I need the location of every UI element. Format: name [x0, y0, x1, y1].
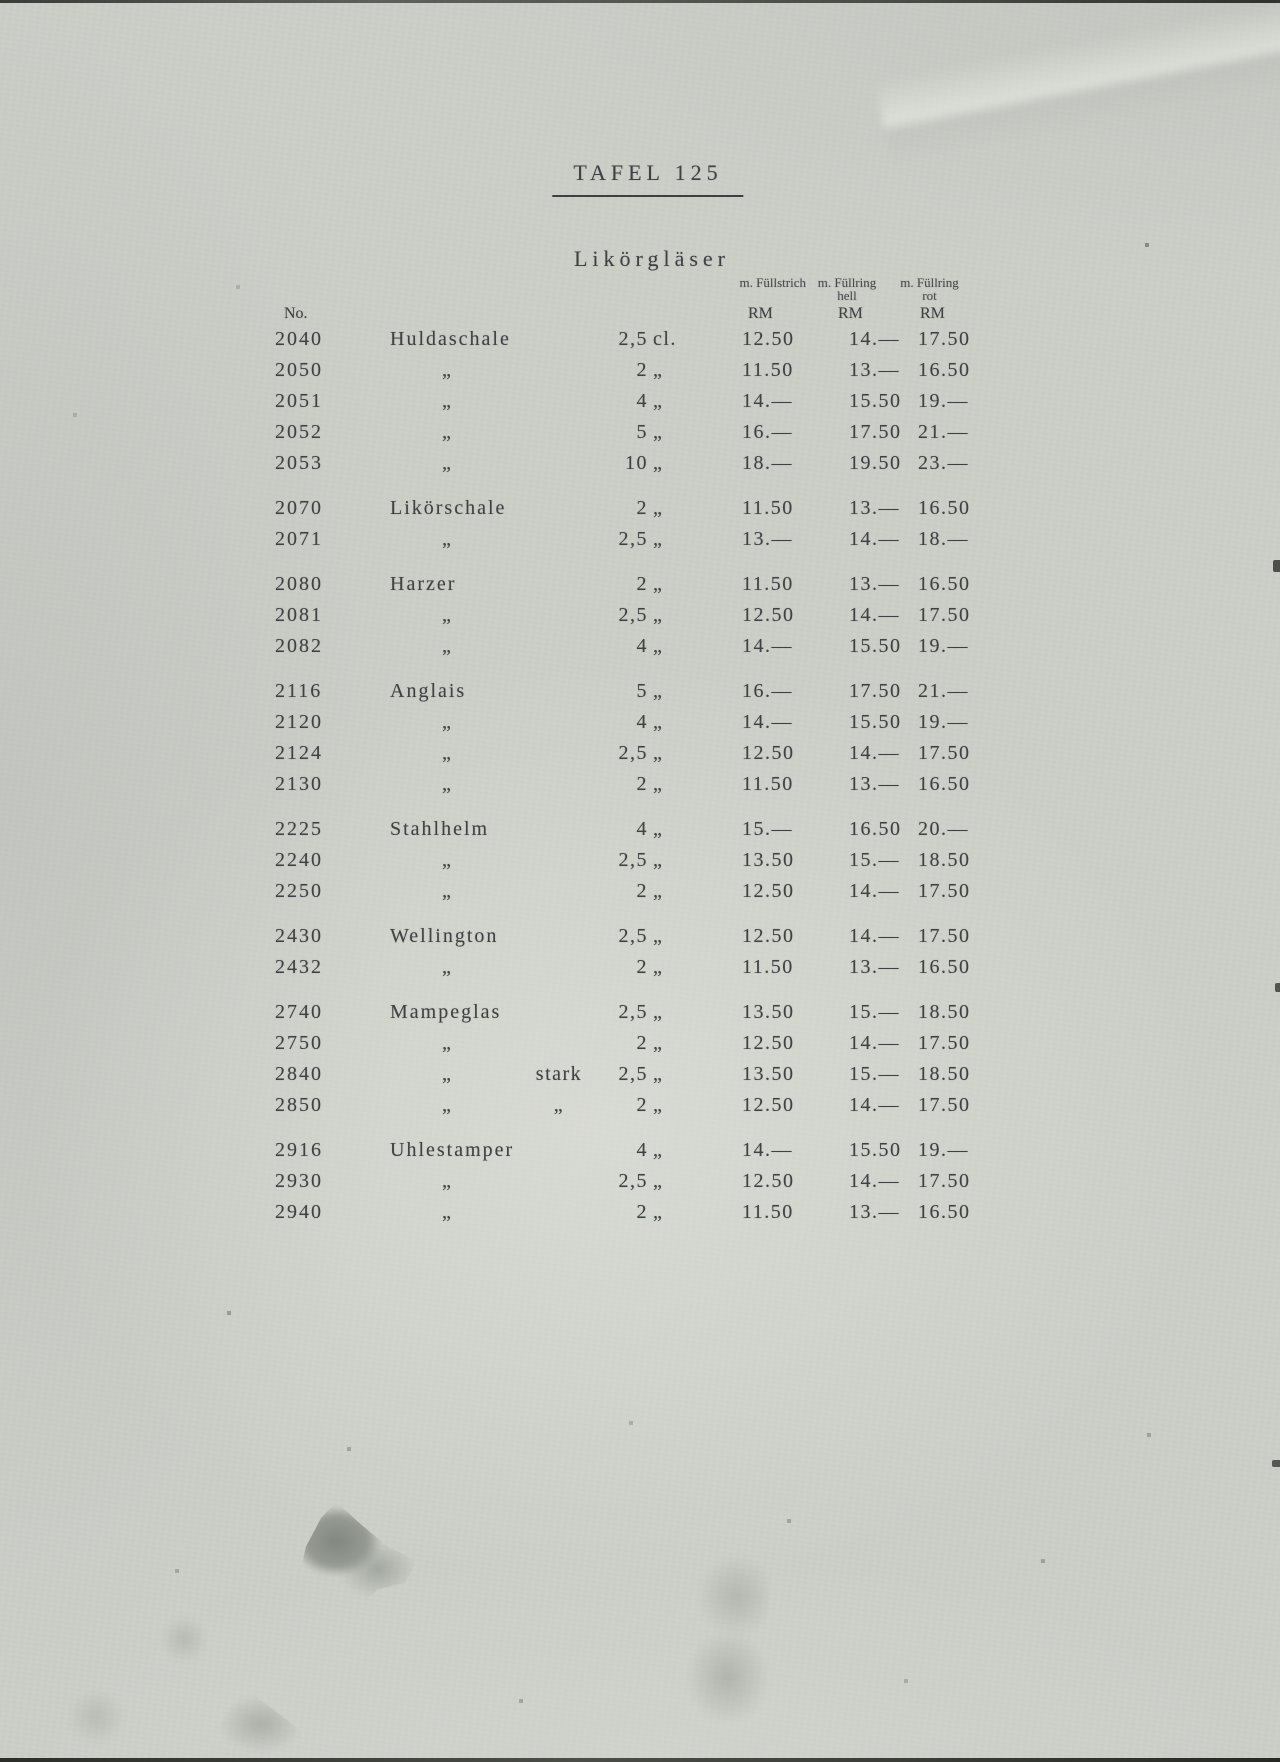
- size-unit: „: [653, 528, 664, 550]
- size-value: 2,5: [618, 528, 648, 550]
- ink-stain: [214, 1688, 318, 1762]
- size-unit: „: [653, 390, 664, 412]
- product-name: „: [442, 773, 451, 795]
- variant-qualifier: „: [553, 1094, 565, 1116]
- table-group: [275, 814, 975, 907]
- table-group: [275, 569, 975, 662]
- price-fullring-rot: 18.50: [918, 849, 971, 871]
- variant-qualifier: [528, 493, 590, 524]
- variant-qualifier: [528, 417, 590, 448]
- size-value: 2,5: [618, 925, 648, 947]
- article-number: 2840: [275, 1063, 323, 1085]
- price-fullring-hell: 17.50: [849, 680, 902, 702]
- article-number: 2040: [275, 328, 323, 350]
- product-name: „: [442, 956, 451, 978]
- variant-qualifier: [528, 1166, 590, 1197]
- table-row: [275, 769, 975, 800]
- ink-stain: [162, 1616, 206, 1662]
- size-unit: „: [653, 680, 664, 702]
- table-row: [275, 738, 975, 769]
- article-number: 2240: [275, 849, 323, 871]
- size-unit: „: [653, 1032, 664, 1054]
- size-unit: „: [653, 1170, 664, 1192]
- price-fullring-hell: 14.—: [849, 1094, 900, 1116]
- price-fullstrich: 16.—: [742, 421, 793, 443]
- article-number: 2940: [275, 1201, 323, 1223]
- price-fullring-rot: 17.50: [918, 328, 971, 350]
- article-number: 2080: [275, 573, 323, 595]
- article-number: 2250: [275, 880, 323, 902]
- variant-qualifier: [528, 448, 590, 479]
- table-row: [275, 631, 975, 662]
- size-unit: „: [653, 742, 664, 764]
- column-header-fullring-rot: m. Füllring rot: [900, 275, 959, 303]
- price-fullstrich: 12.50: [742, 925, 795, 947]
- article-number: 2740: [275, 1001, 323, 1023]
- product-name: „: [442, 880, 451, 902]
- table-group: [275, 1135, 975, 1228]
- table-row: [275, 324, 975, 355]
- variant-qualifier: [528, 631, 590, 662]
- table-group: [275, 997, 975, 1121]
- price-fullring-hell: 15.50: [849, 1139, 902, 1161]
- page-title: Likörgläser: [573, 246, 731, 271]
- article-number: 2750: [275, 1032, 323, 1054]
- product-name: Mampeglas: [390, 1001, 502, 1023]
- variant-qualifier: [528, 921, 590, 952]
- plate-number-heading: TAFEL 125: [552, 160, 743, 197]
- price-fullring-hell: 13.—: [849, 1201, 900, 1223]
- table-row: [275, 569, 975, 600]
- price-fullring-rot: 19.—: [918, 1139, 969, 1161]
- article-number: 2052: [275, 421, 323, 443]
- variant-qualifier: [528, 997, 590, 1028]
- price-fullring-rot: 17.50: [918, 1170, 971, 1192]
- scan-edge-top: [0, 0, 1280, 3]
- size-unit: „: [653, 818, 664, 840]
- size-unit: cl.: [653, 328, 677, 350]
- size-value: 2,5: [618, 849, 648, 871]
- article-number: 2116: [275, 680, 323, 702]
- size-value: 2: [636, 359, 648, 381]
- price-fullstrich: 13.50: [742, 849, 795, 871]
- column-header-fullstrich: m. Füllstrich: [739, 275, 806, 290]
- price-fullring-hell: 13.—: [849, 359, 900, 381]
- price-fullring-rot: 19.—: [918, 711, 969, 733]
- product-name: Uhlestamper: [390, 1139, 515, 1161]
- product-name: Wellington: [390, 925, 499, 947]
- product-name: „: [442, 452, 451, 474]
- price-fullring-hell: 14.—: [849, 328, 900, 350]
- price-fullstrich: 11.50: [742, 956, 794, 978]
- price-fullring-hell: 16.50: [849, 818, 902, 840]
- size-unit: „: [653, 1001, 664, 1023]
- size-value: 2: [636, 1094, 648, 1116]
- price-fullring-hell: 14.—: [849, 1032, 900, 1054]
- article-number: 2916: [275, 1139, 323, 1161]
- article-number: 2432: [275, 956, 323, 978]
- product-name: „: [442, 1063, 451, 1085]
- price-fullring-rot: 16.50: [918, 956, 971, 978]
- price-fullring-rot: 17.50: [918, 742, 971, 764]
- price-fullstrich: 14.—: [742, 390, 793, 412]
- size-value: 2: [636, 880, 648, 902]
- price-fullring-hell: 15.—: [849, 1063, 900, 1085]
- size-value: 5: [636, 680, 648, 702]
- table-row: [275, 876, 975, 907]
- paper-fold-crease: [875, 0, 1280, 170]
- product-name: „: [442, 1094, 451, 1116]
- product-name: „: [442, 390, 451, 412]
- size-value: 2: [636, 956, 648, 978]
- variant-qualifier: [528, 1028, 590, 1059]
- size-value: 4: [636, 390, 648, 412]
- size-value: 10: [625, 452, 648, 474]
- price-fullring-hell: 15.50: [849, 711, 902, 733]
- article-number: 2850: [275, 1094, 323, 1116]
- size-unit: „: [653, 925, 664, 947]
- article-number: 2225: [275, 818, 323, 840]
- price-fullstrich: 14.—: [742, 635, 793, 657]
- price-fullring-rot: 21.—: [918, 421, 969, 443]
- variant-qualifier: [528, 524, 590, 555]
- size-unit: „: [653, 573, 664, 595]
- variant-qualifier: stark: [535, 1063, 583, 1085]
- article-number: 2930: [275, 1170, 323, 1192]
- variant-qualifier: [528, 386, 590, 417]
- size-unit: „: [653, 1094, 664, 1116]
- size-unit: „: [653, 849, 664, 871]
- size-value: 2,5: [618, 1063, 648, 1085]
- scan-edge-mark: [1273, 560, 1280, 572]
- size-unit: „: [653, 773, 664, 795]
- table-subheader-row: [275, 305, 975, 323]
- article-number: 2071: [275, 528, 323, 550]
- table-row: [275, 1028, 975, 1059]
- ink-stain: [288, 1502, 416, 1614]
- table-row: [275, 386, 975, 417]
- price-fullstrich: 18.—: [742, 452, 793, 474]
- price-fullstrich: 12.50: [742, 880, 795, 902]
- size-unit: „: [653, 421, 664, 443]
- size-value: 4: [636, 711, 648, 733]
- table-row: [275, 1197, 975, 1228]
- product-name: „: [442, 359, 451, 381]
- variant-qualifier: [528, 769, 590, 800]
- price-fullring-hell: 14.—: [849, 742, 900, 764]
- price-fullring-hell: 15.—: [849, 849, 900, 871]
- price-fullstrich: 12.50: [742, 1094, 795, 1116]
- size-value: 2: [636, 1201, 648, 1223]
- price-fullstrich: 12.50: [742, 742, 795, 764]
- size-unit: „: [653, 1201, 664, 1223]
- article-number: 2124: [275, 742, 323, 764]
- article-number: 2081: [275, 604, 323, 626]
- size-value: 2,5: [618, 328, 648, 350]
- table-group: [275, 493, 975, 555]
- size-value: 4: [636, 635, 648, 657]
- table-row: [275, 1166, 975, 1197]
- price-fullstrich: 13.50: [742, 1063, 795, 1085]
- article-number: 2130: [275, 773, 323, 795]
- article-number: 2051: [275, 390, 323, 412]
- price-fullring-hell: 19.50: [849, 452, 902, 474]
- scan-edge-mark: [1272, 1460, 1280, 1467]
- table-row: [275, 1135, 975, 1166]
- variant-qualifier: [528, 600, 590, 631]
- article-number: 2050: [275, 359, 323, 381]
- price-fullstrich: 14.—: [742, 1139, 793, 1161]
- currency-label-fullstrich: RM: [748, 305, 773, 322]
- price-fullstrich: 12.50: [742, 328, 795, 350]
- table-row: [275, 997, 975, 1028]
- product-name: Stahlhelm: [390, 818, 490, 840]
- size-value: 2,5: [618, 1170, 648, 1192]
- price-table-body: [275, 324, 975, 1228]
- price-fullstrich: 12.50: [742, 1170, 795, 1192]
- price-fullstrich: 16.—: [742, 680, 793, 702]
- table-row: [275, 448, 975, 479]
- article-number: 2070: [275, 497, 323, 519]
- table-row: [275, 707, 975, 738]
- price-fullstrich: 14.—: [742, 711, 793, 733]
- variant-qualifier: [528, 814, 590, 845]
- size-unit: „: [653, 1139, 664, 1161]
- price-fullring-rot: 20.—: [918, 818, 969, 840]
- price-fullstrich: 11.50: [742, 359, 794, 381]
- size-unit: „: [653, 604, 664, 626]
- price-fullstrich: 11.50: [742, 573, 794, 595]
- price-fullring-hell: 13.—: [849, 773, 900, 795]
- product-name: „: [442, 528, 451, 550]
- size-unit: „: [653, 359, 664, 381]
- price-fullring-hell: 15.50: [849, 390, 902, 412]
- variant-qualifier: [528, 569, 590, 600]
- table-row: [275, 676, 975, 707]
- currency-label-fullring-rot: RM: [920, 305, 945, 322]
- table-group: [275, 676, 975, 800]
- table-row: [275, 1090, 975, 1121]
- product-name: „: [442, 849, 451, 871]
- price-fullring-rot: 16.50: [918, 1201, 971, 1223]
- price-fullstrich: 11.50: [742, 773, 794, 795]
- size-value: 2: [636, 573, 648, 595]
- price-fullring-hell: 15.50: [849, 635, 902, 657]
- product-name: „: [442, 742, 451, 764]
- size-value: 2,5: [618, 742, 648, 764]
- size-unit: „: [653, 956, 664, 978]
- variant-qualifier: [528, 738, 590, 769]
- price-fullring-hell: 13.—: [849, 956, 900, 978]
- product-name: Likörschale: [390, 497, 507, 519]
- ink-stain: [678, 1558, 768, 1733]
- table-row: [275, 493, 975, 524]
- table-row: [275, 524, 975, 555]
- price-fullring-rot: 18.—: [918, 528, 969, 550]
- product-name: „: [442, 711, 451, 733]
- product-name: Harzer: [390, 573, 457, 595]
- price-fullstrich: 13.—: [742, 528, 793, 550]
- table-row: [275, 845, 975, 876]
- price-fullring-hell: 13.—: [849, 573, 900, 595]
- table-row: [275, 355, 975, 386]
- price-fullstrich: 11.50: [742, 497, 794, 519]
- price-fullring-rot: 17.50: [918, 1094, 971, 1116]
- price-fullring-rot: 23.—: [918, 452, 969, 474]
- price-fullring-rot: 16.50: [918, 359, 971, 381]
- price-fullring-hell: 13.—: [849, 497, 900, 519]
- product-name: Anglais: [390, 680, 467, 702]
- ink-stain: [60, 1678, 132, 1756]
- scan-edge-bottom: [0, 1758, 1280, 1762]
- size-value: 2: [636, 497, 648, 519]
- product-name: „: [442, 1201, 451, 1223]
- table-row: [275, 417, 975, 448]
- price-fullring-hell: 14.—: [849, 528, 900, 550]
- column-header-no: No.: [284, 305, 308, 322]
- variant-qualifier: [528, 952, 590, 983]
- currency-label-fullring-hell: RM: [838, 305, 863, 322]
- article-number: 2430: [275, 925, 323, 947]
- price-fullring-rot: 19.—: [918, 635, 969, 657]
- size-value: 4: [636, 1139, 648, 1161]
- product-name: Huldaschale: [390, 328, 511, 350]
- price-fullring-rot: 16.50: [918, 497, 971, 519]
- size-value: 4: [636, 818, 648, 840]
- size-unit: „: [653, 635, 664, 657]
- price-fullstrich: 13.50: [742, 1001, 795, 1023]
- price-fullring-rot: 18.50: [918, 1063, 971, 1085]
- price-fullring-hell: 14.—: [849, 925, 900, 947]
- variant-qualifier: [528, 707, 590, 738]
- column-header-fullring-hell: m. Füllring hell: [817, 275, 877, 303]
- table-group: [275, 921, 975, 983]
- size-unit: „: [653, 1063, 664, 1085]
- size-unit: „: [653, 497, 664, 519]
- table-row: [275, 952, 975, 983]
- price-fullring-rot: 16.50: [918, 573, 971, 595]
- table-row: [275, 1059, 975, 1090]
- variant-qualifier: [528, 324, 590, 355]
- product-name: „: [442, 421, 451, 443]
- table-row: [275, 921, 975, 952]
- size-value: 2: [636, 1032, 648, 1054]
- product-name: „: [442, 635, 451, 657]
- price-fullring-rot: 17.50: [918, 1032, 971, 1054]
- price-fullring-hell: 14.—: [849, 880, 900, 902]
- price-fullring-rot: 21.—: [918, 680, 969, 702]
- article-number: 2053: [275, 452, 323, 474]
- variant-qualifier: [528, 1135, 590, 1166]
- product-name: „: [442, 604, 451, 626]
- size-value: 2,5: [618, 1001, 648, 1023]
- article-number: 2120: [275, 711, 323, 733]
- price-fullring-rot: 17.50: [918, 925, 971, 947]
- size-unit: „: [653, 711, 664, 733]
- price-fullring-hell: 17.50: [849, 421, 902, 443]
- price-fullstrich: 11.50: [742, 1201, 794, 1223]
- price-fullring-hell: 15.—: [849, 1001, 900, 1023]
- variant-qualifier: [528, 1197, 590, 1228]
- paper-specks: [0, 0, 2, 2]
- size-unit: „: [653, 452, 664, 474]
- price-fullstrich: 12.50: [742, 604, 795, 626]
- variant-qualifier: [528, 876, 590, 907]
- price-fullring-rot: 18.50: [918, 1001, 971, 1023]
- variant-qualifier: [528, 676, 590, 707]
- size-unit: „: [653, 880, 664, 902]
- price-fullring-hell: 14.—: [849, 1170, 900, 1192]
- price-fullring-rot: 16.50: [918, 773, 971, 795]
- product-name: „: [442, 1170, 451, 1192]
- scan-edge-mark: [1275, 983, 1280, 992]
- table-column-headers: [275, 276, 975, 302]
- product-name: „: [442, 1032, 451, 1054]
- size-value: 5: [636, 421, 648, 443]
- price-fullstrich: 15.—: [742, 818, 793, 840]
- price-fullstrich: 12.50: [742, 1032, 795, 1054]
- variant-qualifier: [528, 845, 590, 876]
- price-fullring-rot: 17.50: [918, 604, 971, 626]
- table-group: [275, 324, 975, 479]
- price-fullring-hell: 14.—: [849, 604, 900, 626]
- size-value: 2,5: [618, 604, 648, 626]
- article-number: 2082: [275, 635, 323, 657]
- size-value: 2: [636, 773, 648, 795]
- table-row: [275, 600, 975, 631]
- price-fullring-rot: 17.50: [918, 880, 971, 902]
- variant-qualifier: [528, 355, 590, 386]
- price-fullring-rot: 19.—: [918, 390, 969, 412]
- table-row: [275, 814, 975, 845]
